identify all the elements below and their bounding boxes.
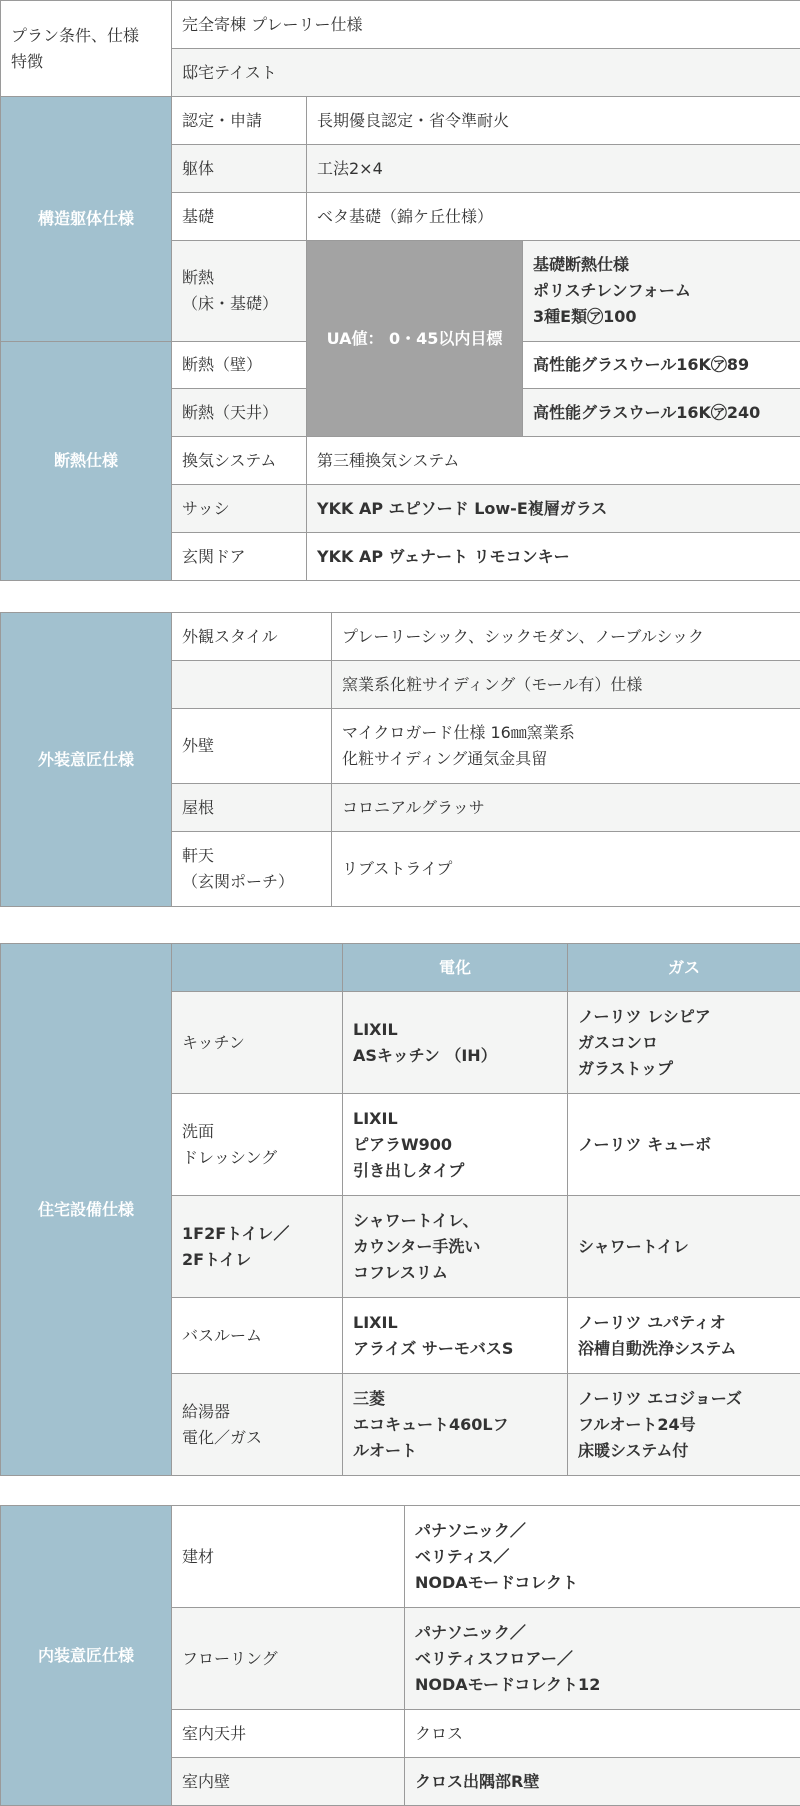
insulation-wall-label: 断熱（壁） — [172, 342, 307, 389]
insulation-wall-value: 高性能グラスウール16K㋐89 — [523, 342, 800, 389]
bath-e-1: LIXIL — [353, 1312, 398, 1332]
heater-e-1: 三菱 — [353, 1388, 386, 1408]
category-interior: 内装意匠仕様 — [1, 1506, 172, 1806]
mat-value-3: NODAモードコレクト — [415, 1572, 579, 1592]
equipment-spec-table — [0, 943, 800, 1476]
heater-g-1: ノーリツ エコジョーズ — [578, 1388, 742, 1408]
body-value: 工法2×4 — [307, 145, 800, 193]
toilet-electric — [343, 1196, 568, 1298]
foundation-value: ベタ基礎（錦ケ丘仕様） — [307, 193, 800, 241]
eave-label-1: 軒天 — [182, 846, 215, 865]
toilet-e-3: コフレスリム — [353, 1262, 448, 1282]
found-ins-line3: 3種E類㋐100 — [533, 307, 637, 326]
foundation-label: 基礎 — [172, 193, 307, 241]
kitchen-g-2: ガスコンロ — [578, 1032, 659, 1052]
toilet-e-1: シャワートイレ、 — [353, 1210, 479, 1230]
roof-value: コロニアルグラッサ — [332, 784, 800, 832]
kitchen-g-1: ノーリツ レシピア — [578, 1006, 711, 1026]
insulation-ceiling-value: 高性能グラスウール16K㋐240 — [523, 389, 800, 437]
washroom-label-1: 洗面 — [182, 1121, 215, 1141]
mat-value-1: パナソニック／ — [415, 1520, 526, 1540]
structure-spec-table — [0, 0, 800, 581]
washroom-electric — [343, 1094, 568, 1196]
materials-label: 建材 — [172, 1506, 405, 1608]
washroom-gas: ノーリツ キューボ — [568, 1094, 800, 1196]
outer-wall-value — [332, 709, 800, 784]
mat-value-2: ベリティス／ — [415, 1546, 510, 1566]
heater-e-2: エコキュート460Lフ — [353, 1414, 509, 1434]
exterior-spec-table — [0, 612, 800, 907]
sash-label: サッシ — [172, 485, 307, 533]
header-electric: 電化 — [343, 944, 568, 992]
category-exterior: 外装意匠仕様 — [1, 613, 172, 907]
washroom-label — [172, 1094, 343, 1196]
outer-wall-value-2: 化粧サイディング通気金具留 — [342, 749, 548, 768]
exterior-style-label: 外観スタイル — [172, 613, 332, 661]
flooring-value — [405, 1608, 800, 1710]
materials-value — [405, 1506, 800, 1608]
floor-value-1: パナソニック／ — [415, 1622, 526, 1642]
outer-wall-label: 外壁 — [172, 709, 332, 784]
kitchen-electric — [343, 992, 568, 1094]
bathroom-electric — [343, 1298, 568, 1374]
cert-value: 長期優良認定・省令準耐火 — [307, 97, 800, 145]
toilet-label — [172, 1196, 343, 1298]
sash-value: YKK AP エピソード Low-E複層ガラス — [307, 485, 800, 533]
outer-wall-value-1: マイクロガード仕様 16㎜窯業系 — [342, 723, 575, 742]
wash-e-1: LIXIL — [353, 1108, 398, 1128]
kitchen-g-3: ガラストップ — [578, 1058, 674, 1078]
found-ins-line1: 基礎断熱仕様 — [533, 255, 630, 274]
cert-label: 認定・申請 — [172, 97, 307, 145]
ventilation-label: 換気システム — [172, 437, 307, 485]
ua-value: UA値： 0・45以内目標 — [307, 241, 523, 437]
category-structure: 構造躯体仕様 — [1, 97, 172, 342]
toilet-gas: シャワートイレ — [568, 1196, 800, 1298]
kitchen-label: キッチン — [172, 992, 343, 1094]
body-label: 躯体 — [172, 145, 307, 193]
interior-spec-table — [0, 1505, 800, 1806]
toilet-e-2: カウンター手洗い — [353, 1236, 481, 1256]
washroom-label-2: ドレッシング — [182, 1147, 278, 1167]
heater-e-3: ルオート — [353, 1440, 418, 1460]
heater-label-2: 電化／ガス — [182, 1427, 263, 1447]
plan-value-2: 邸宅テイスト — [172, 49, 800, 97]
siding-value: 窯業系化粧サイディング（モール有）仕様 — [332, 661, 800, 709]
ventilation-value: 第三種換気システム — [307, 437, 800, 485]
door-value: YKK AP ヴェナート リモコンキー — [307, 533, 800, 581]
bathroom-gas — [568, 1298, 800, 1374]
kitchen-gas — [568, 992, 800, 1094]
plan-conditions-label — [1, 1, 172, 97]
kitchen-e-1: LIXIL — [353, 1019, 398, 1039]
bath-g-1: ノーリツ ユパティオ — [578, 1312, 726, 1332]
insulation-floor-label-1: 断熱 — [182, 268, 215, 287]
water-heater-label — [172, 1374, 343, 1476]
ceiling-value: クロス — [405, 1710, 800, 1758]
flooring-label: フローリング — [172, 1608, 405, 1710]
eave-value: リブストライプ — [332, 832, 800, 907]
floor-value-3: NODAモードコレクト12 — [415, 1674, 601, 1694]
plan-label-line2: 特徴 — [11, 51, 44, 71]
eave-label — [172, 832, 332, 907]
plan-label-line1: プラン条件、仕様 — [11, 25, 140, 45]
floor-value-2: ベリティスフロアー／ — [415, 1648, 573, 1668]
water-heater-electric — [343, 1374, 568, 1476]
wash-e-3: 引き出しタイプ — [353, 1160, 465, 1180]
kitchen-e-2: ASキッチン （IH） — [353, 1045, 497, 1065]
water-heater-gas — [568, 1374, 800, 1476]
eave-label-2: （玄関ポーチ） — [182, 872, 295, 891]
interior-wall-value: クロス出隅部R壁 — [405, 1758, 800, 1806]
ceiling-label: 室内天井 — [172, 1710, 405, 1758]
siding-label-empty — [172, 661, 332, 709]
heater-g-3: 床暖システム付 — [578, 1440, 689, 1460]
bath-g-2: 浴槽自動洗浄システム — [578, 1338, 737, 1358]
toilet-label-2: 2Fトイレ — [182, 1249, 252, 1269]
insulation-floor-label — [172, 241, 307, 342]
category-insulation: 断熱仕様 — [1, 342, 172, 581]
exterior-style-value: プレーリーシック、シックモダン、ノーブルシック — [332, 613, 800, 661]
header-gas: ガス — [568, 944, 800, 992]
wash-e-2: ピアラW900 — [353, 1134, 453, 1154]
bath-e-2: アライズ サーモバスS — [353, 1338, 514, 1358]
heater-g-2: フルオート24号 — [578, 1414, 696, 1434]
plan-value-1: 完全寄棟 プレーリー仕様 — [172, 1, 800, 49]
insulation-floor-label-2: （床・基礎） — [182, 294, 279, 313]
interior-wall-label: 室内壁 — [172, 1758, 405, 1806]
roof-label: 屋根 — [172, 784, 332, 832]
category-equipment: 住宅設備仕様 — [1, 944, 172, 1476]
toilet-label-1: 1F2Fトイレ／ — [182, 1223, 290, 1243]
heater-label-1: 給湯器 — [182, 1401, 231, 1421]
header-empty — [172, 944, 343, 992]
door-label: 玄関ドア — [172, 533, 307, 581]
foundation-insulation-value — [523, 241, 800, 342]
insulation-ceiling-label: 断熱（天井） — [172, 389, 307, 437]
found-ins-line2: ポリスチレンフォーム — [533, 281, 691, 300]
bathroom-label: バスルーム — [172, 1298, 343, 1374]
